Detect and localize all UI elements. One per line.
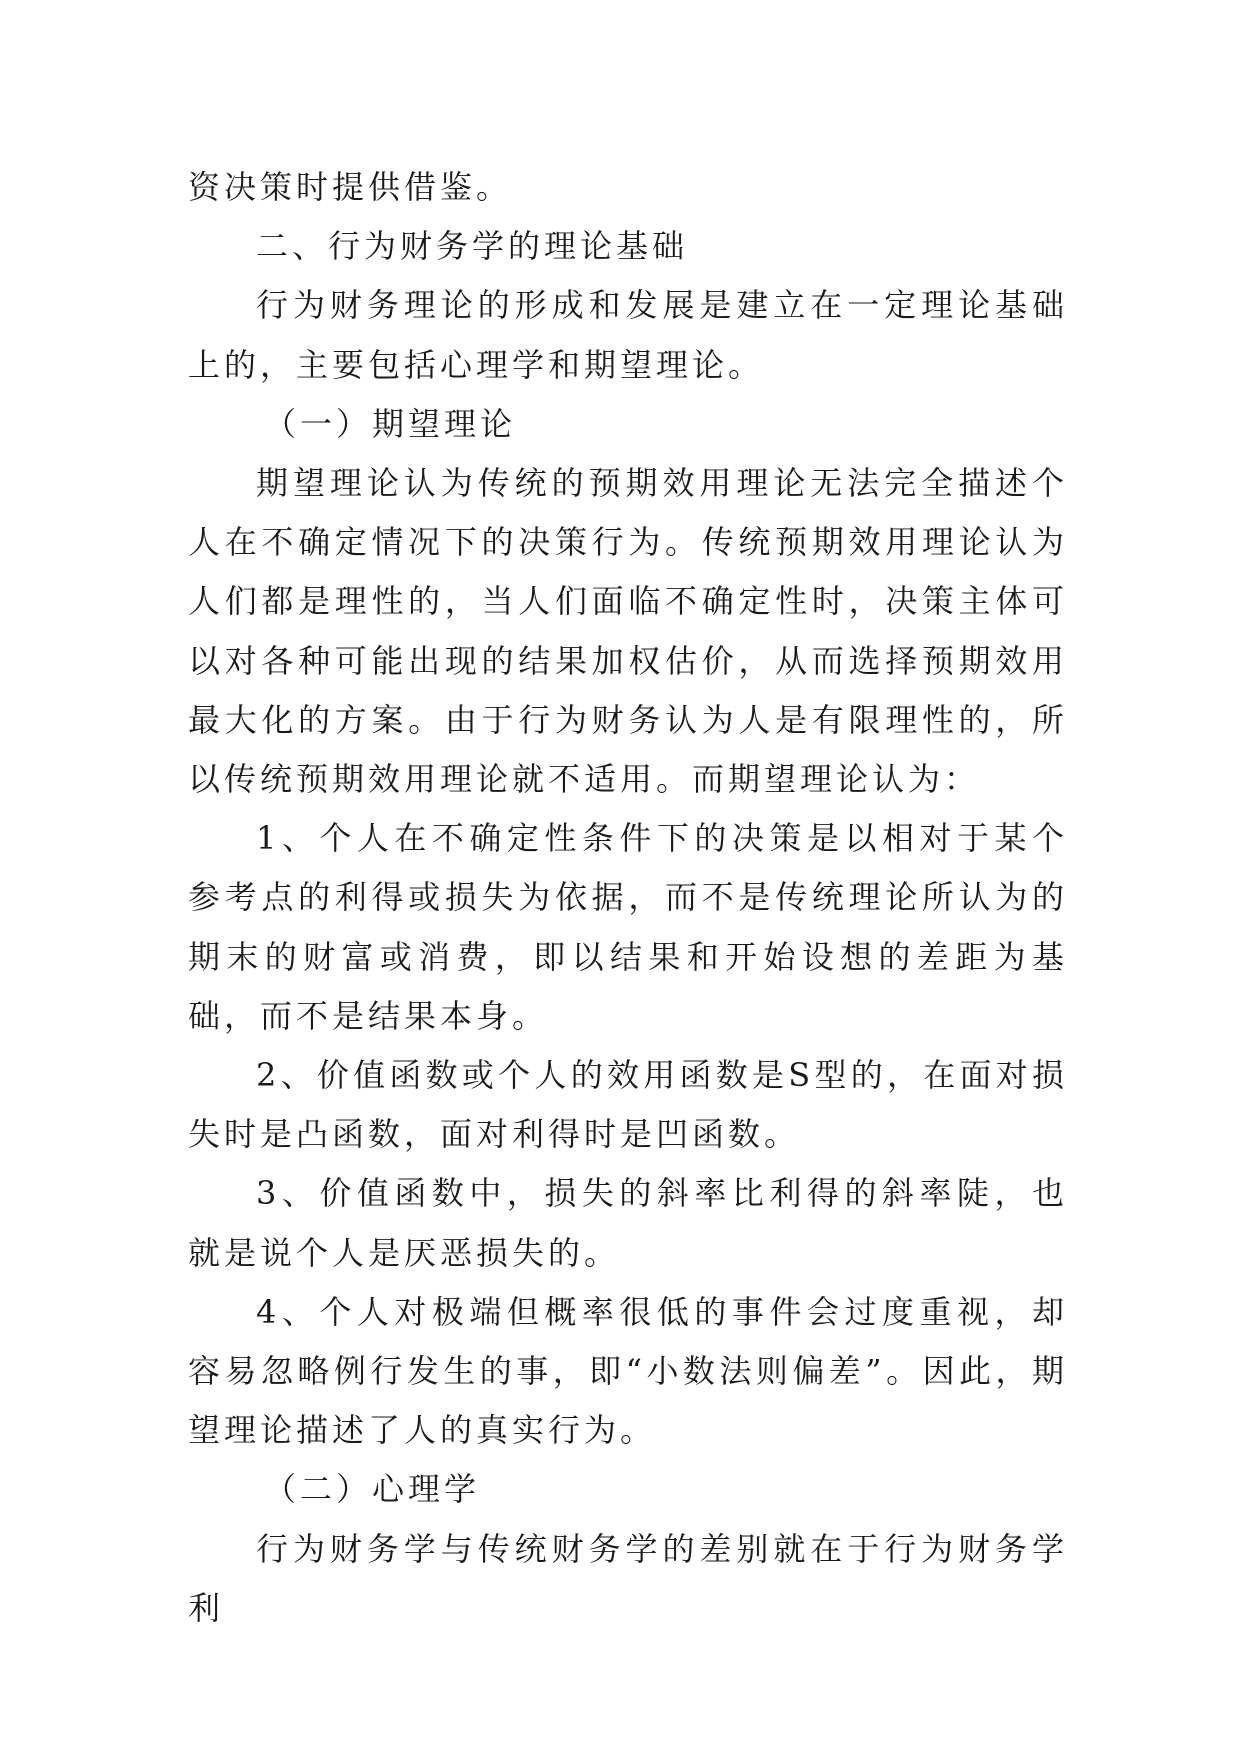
list-item-4: 4、个人对极端但概率很低的事件会过度重视，却容易忽略例行发生的事，即“小数法则偏差”。因此，期望理论描述了人的真实行为。 — [188, 1292, 1068, 1450]
paragraph-expectation-theory: 期望理论认为传统的预期效用理论无法完全描述个人在不确定情况下的决策行为。传统预期效用理论认为人们都是理性的，当人们面临不确定性时，决策主体可以对各种可能出现的结果加权估价，从而选择预期效用最大化的方案。由于行为财务认为人是有限理性的，所以传统预期效用理论就不适用。而期望理论认为： — [188, 464, 1068, 799]
paragraph-psychology: 行为财务学与传统财务学的差别就在于行为财务学利 — [188, 1529, 1068, 1627]
paragraph-continuation: 资决策时提供借鉴。 — [188, 168, 513, 206]
list-item-2: 2、价值函数或个人的效用函数是S型的，在面对损失时是凸函数，面对利得时是凹函数。 — [188, 1056, 1068, 1154]
subsection-heading-psychology: （二）心理学 — [264, 1470, 481, 1509]
subsection-heading-expectation: （一）期望理论 — [264, 404, 517, 443]
list-item-3: 3、价值函数中，损失的斜率比利得的斜率陡，也就是说个人是厌恶损失的。 — [188, 1174, 1068, 1272]
paragraph-intro: 行为财务理论的形成和发展是建立在一定理论基础上的，主要包括心理学和期望理论。 — [188, 286, 1068, 384]
list-item-1: 1、个人在不确定性条件下的决策是以相对于某个参考点的利得或损失为依据，而不是传统理论所认为的期末的财富或消费，即以结果和开始设想的差距为基础，而不是结果本身。 — [188, 819, 1068, 1035]
section-heading: 二、行为财务学的理论基础 — [256, 227, 689, 266]
document-body — [188, 158, 1068, 1638]
